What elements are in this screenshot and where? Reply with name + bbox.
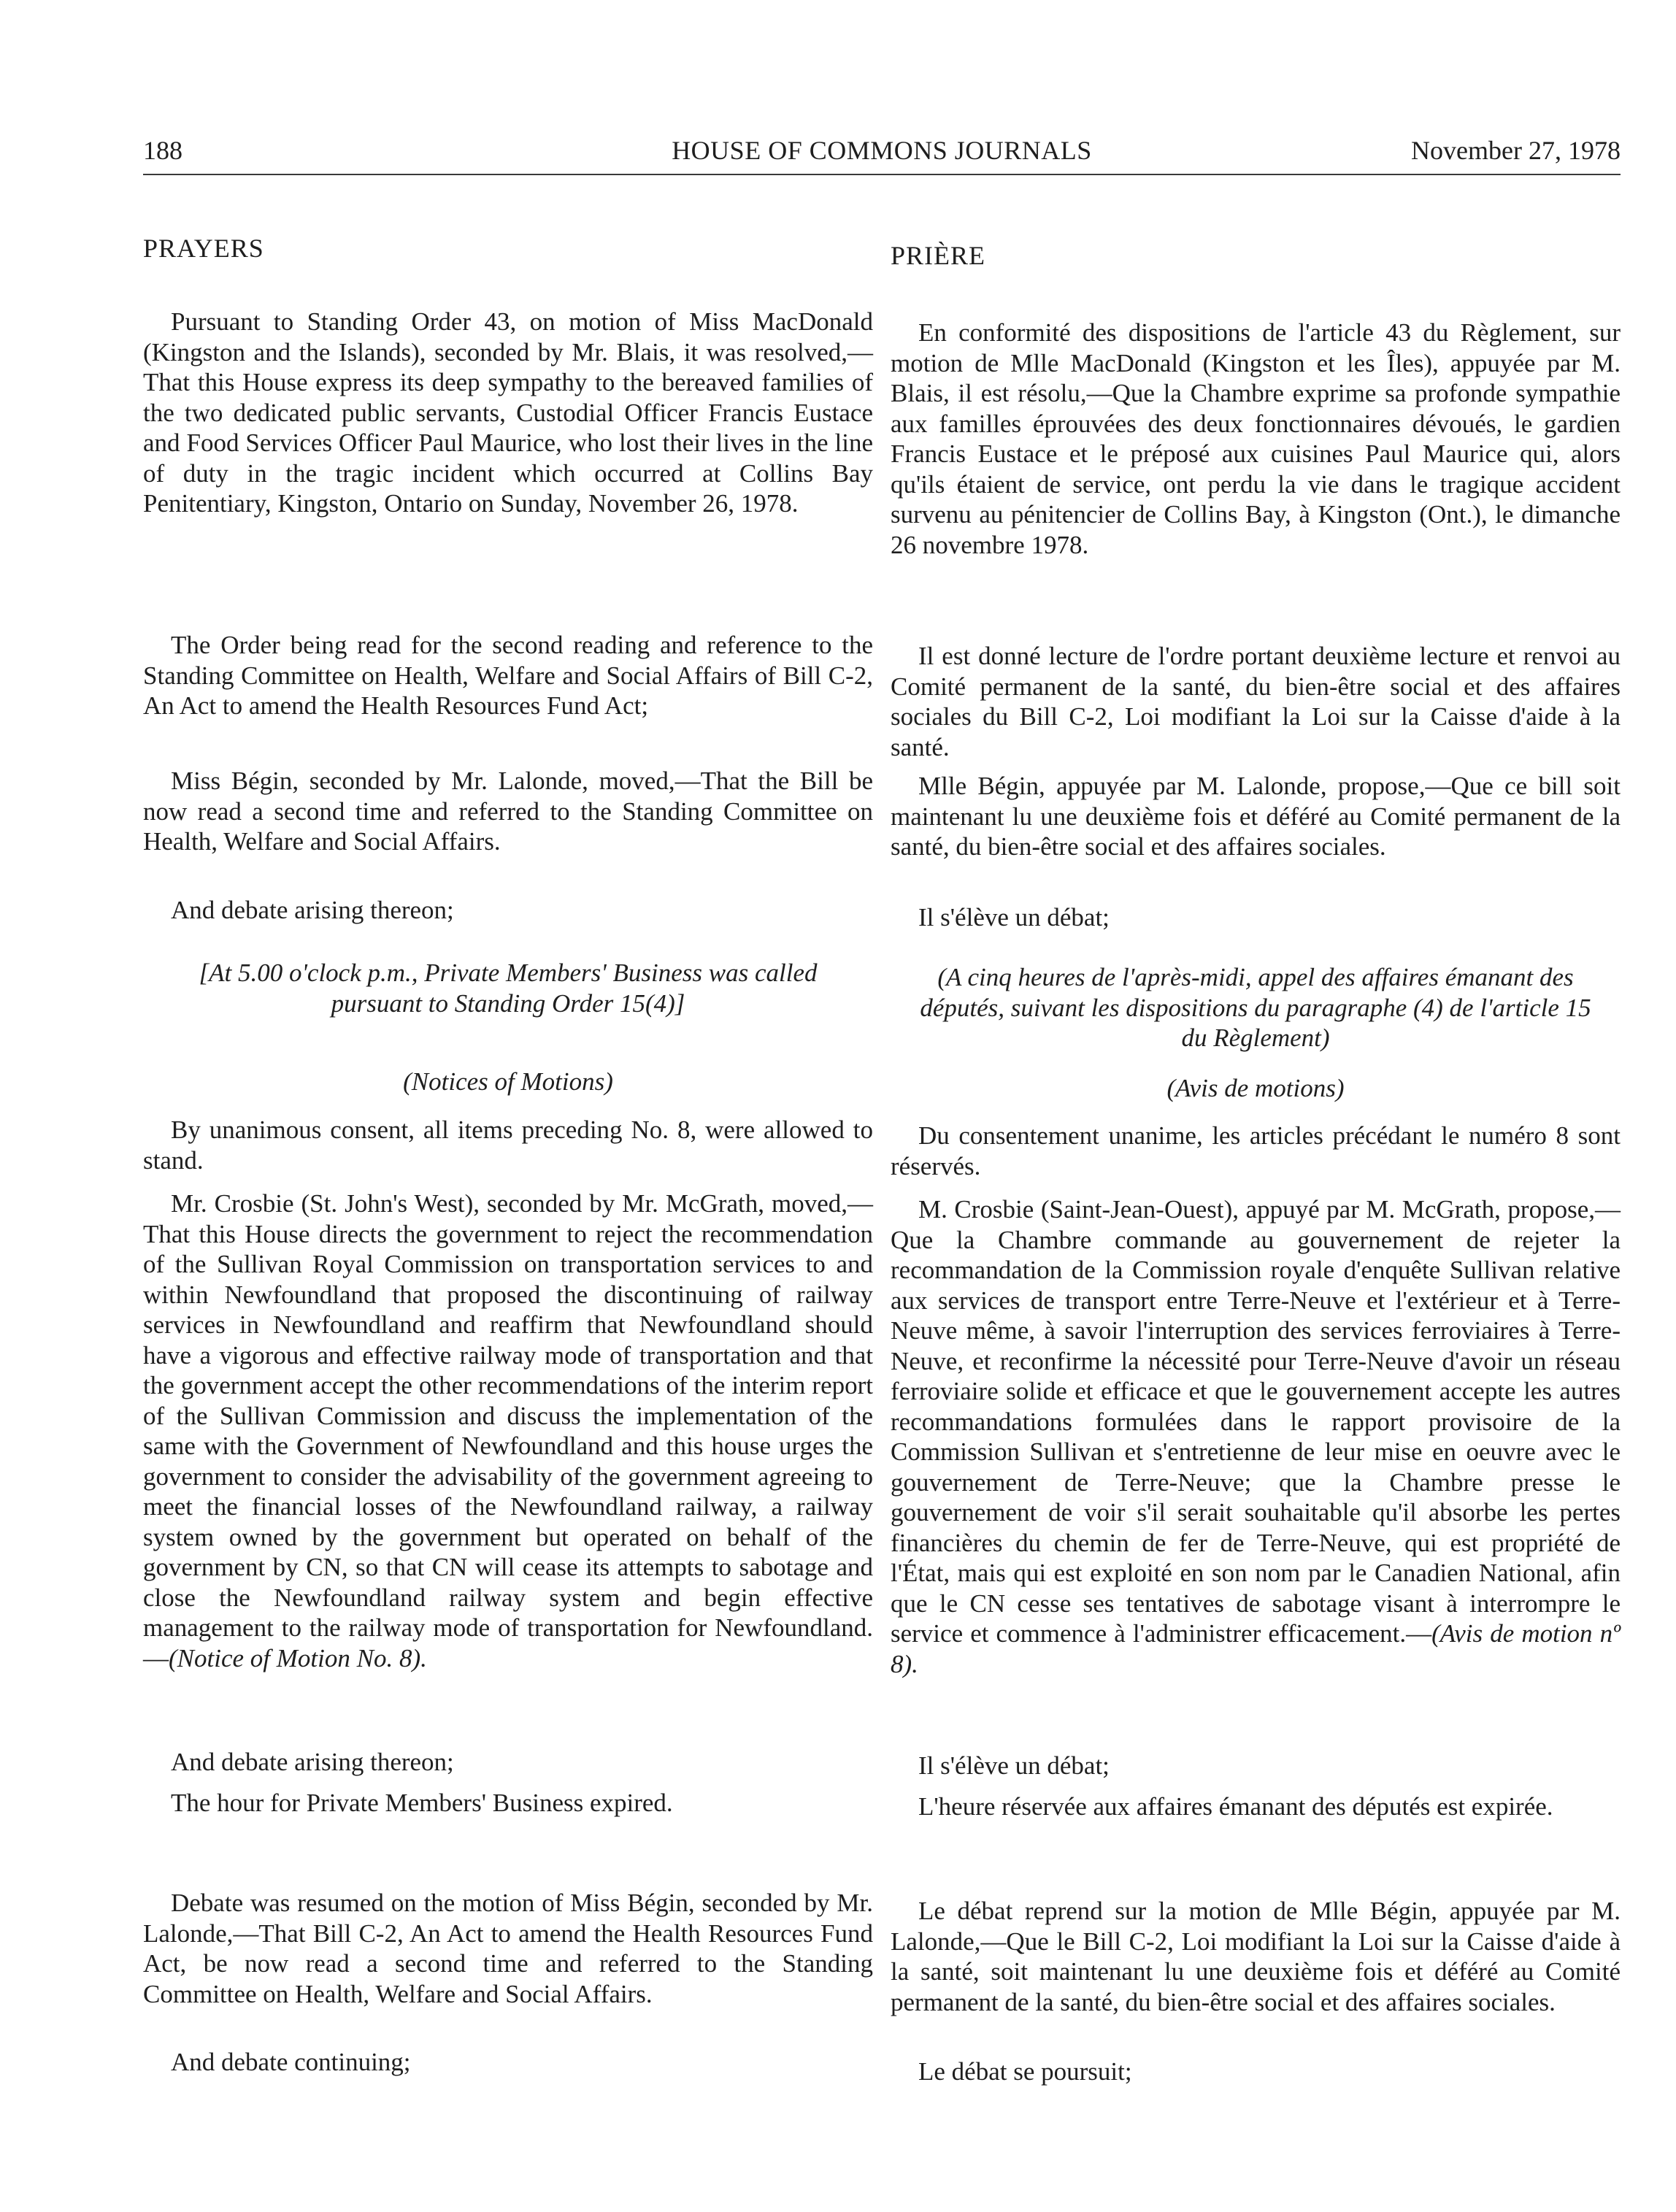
- french-paragraph-debat-reprend: Le débat reprend sur la motion de Mlle Bégin, appuyée par M. Lalonde,—Que le Bill C-2, Loi modifiant la Loi sur la Caisse d'aide à la santé, soit maintenant lu une deuxième fois et déféré au Comité permanent de la santé, du bien-être social et des affaires sociales.: [891, 1897, 1621, 2016]
- french-heading-avis-de-motions: (Avis de motions): [1166, 1074, 1345, 1102]
- header-date: November 27, 1978: [1411, 136, 1621, 165]
- french-paragraph-sympathie: En conformité des dispositions de l'article 43 du Règlement, sur motion de Mlle MacDonald (Kingston et les Îles), appuyée par M. Blais, il est résolu,—Que la Chambre exprime sa profonde sympathie aux familles éprouvées des deux fonctionnaires dévoués, le gardien Francis Eustace et le préposé aux cuisines Paul Maurice qui, alors qu'ils étaient de service, ont perdu la vie dans le tragique accident survenu au pénitencier de Collins Bay, à Kingston (Ont.), le dimanche 26 novembre 1978.: [891, 318, 1621, 559]
- french-heading-priere: PRIÈRE: [891, 241, 986, 270]
- english-paragraph-debate-continuing: And debate continuing;: [171, 2048, 411, 2076]
- english-paragraph-order-read: The Order being read for the second reading and reference to the Standing Committee on Health, Welfare and Social Affairs of Bill C-2, An Act to amend the Health Resources Fund Act;: [143, 631, 873, 720]
- journal-title: HOUSE OF COMMONS JOURNALS: [672, 136, 1092, 165]
- french-paragraph-ordre-lecture: Il est donné lecture de l'ordre portant deuxième lecture et renvoi au Comité permanent de la santé, du bien-être social et des affaires sociales du Bill C-2, Loi modifiant la Loi sur la Caisse d'aide à la santé.: [891, 642, 1621, 761]
- english-notice-of-motion-ref: (Notice of Motion No. 8).: [169, 1643, 427, 1673]
- english-paragraph-debate-arising: And debate arising thereon;: [171, 896, 454, 924]
- english-crosbie-motion-text: Mr. Crosbie (St. John's West), seconded by Mr. McGrath, moved,—That this House directs the government to reject the recommendation of the Sullivan Royal Commission on transportation services to and within Newfoundland that proposed the discontinuing of railway services in Newfoundland and reaffirm that Newfoundland should have a vigorous and effective railway mode of transportation and that the government accept the other recommendations of the interim report of the Sullivan Commission and discuss the implementation of the same with the Government of Newfoundland and this house urges the government to consider the advisability of the government agreeing to meet the financial losses of the Newfoundland railway, a railway system owned by the government but operated on behalf of the government by CN, so that CN will cease its attempts to sabotage and close the Newfoundland railway system and begin effective management to the railway mode of transportation for Newfoundland.—: [143, 1189, 873, 1673]
- english-paragraph-debate-resumed: Debate was resumed on the motion of Miss Bégin, seconded by Mr. Lalonde,—That Bill C-2, An Act to amend the Health Resources Fund Act, be now read a second time and referred to the Standing Committee on Health, Welfare and Social Affairs.: [143, 1889, 873, 2008]
- english-paragraph-hour-expired: The hour for Private Members' Business expired.: [171, 1789, 673, 1817]
- french-paragraph-consentement-unanime: Du consentement unanime, les articles précédant le numéro 8 sont réservés.: [891, 1121, 1621, 1180]
- french-paragraph-begin-propose: Mlle Bégin, appuyée par M. Lalonde, propose,—Que ce bill soit maintenant lu une deuxième fois et déféré au Comité permanent de la santé, du bien-être social et des affaires sociales.: [891, 772, 1621, 861]
- french-avis-motion-ref: (Avis de motion nº 8).: [891, 1619, 1621, 1678]
- french-paragraph-debat-eleve: Il s'élève un débat;: [918, 903, 1110, 932]
- english-paragraph-sympathy: Pursuant to Standing Order 43, on motion of Miss MacDonald (Kingston and the Islands), seconded by Mr. Blais, it was resolved,—That this House express its deep sympathy to the bereaved families of the two dedicated public servants, Custodial Officer Francis Eustace and Food Services Officer Paul Maurice, who lost their lives in the line of duty in the tragic incident which occurred at Collins Bay Penitentiary, Kingston, Ontario on Sunday, November 26, 1978.: [143, 307, 873, 518]
- french-column: [891, 0, 1621, 2212]
- french-paragraph-debat-poursuit: Le débat se poursuit;: [918, 2057, 1132, 2086]
- french-crosbie-motion-text: M. Crosbie (Saint-Jean-Ouest), appuyé par M. McGrath, propose,—Que la Chambre commande au gouvernement de rejeter la recommandation de la Commission royale d'enquête Sullivan relative aux services de transport entre Terre-Neuve et l'extérieur et à Terre-Neuve même, à savoir l'interruption des services ferroviaires à Terre-Neuve, et reconfirme la nécessité pour Terre-Neuve d'avoir un réseau ferroviaire solide et efficace et que le gouvernement accepte les autres recommandations formulées dans le rapport provisoire de la Commission Sullivan et s'entretienne de leur mise en oeuvre avec le gouvernement de Terre-Neuve; que la Chambre presse le gouvernement de voir s'il serait souhaitable qu'il absorbe les pertes financières du chemin de fer de Terre-Neuve, qui est propriété de l'État, mais qui est exploité en son nom par le Canadien National, afin que le CN cesse ses tentatives de sabotage visant à interrompre le service et commence à l'administrer efficacement.—: [891, 1195, 1621, 1648]
- french-paragraph-crosbie-motion: [891, 1194, 1621, 1679]
- english-heading-notices-of-motions: (Notices of Motions): [403, 1067, 613, 1096]
- french-paragraph-heure-expiree: L'heure réservée aux affaires émanant des députés est expirée.: [918, 1792, 1553, 1821]
- english-paragraph-private-members-called: [At 5.00 o'clock p.m., Private Members' Business was called pursuant to Standing Order 15(4)]: [199, 959, 818, 1018]
- english-paragraph-crosbie-motion: [143, 1188, 873, 1673]
- english-paragraph-begin-moved: Miss Bégin, seconded by Mr. Lalonde, moved,—That the Bill be now read a second time and referred to the Standing Committee on Health, Welfare and Social Affairs.: [143, 767, 873, 856]
- english-paragraph-debate-arising-2: And debate arising thereon;: [171, 1748, 454, 1776]
- page-number: 188: [143, 136, 182, 165]
- english-column: [143, 0, 873, 2212]
- french-paragraph-debat-eleve-2: Il s'élève un débat;: [918, 1751, 1110, 1780]
- english-paragraph-unanimous-consent: By unanimous consent, all items preceding No. 8, were allowed to stand.: [143, 1115, 873, 1175]
- english-heading-prayers: PRAYERS: [143, 234, 264, 263]
- french-paragraph-appel-affaires: (A cinq heures de l'après-midi, appel des affaires émanant des députés, suivant les dispositions du paragraphe (4) de l'article 15 du Règlement): [920, 963, 1591, 1052]
